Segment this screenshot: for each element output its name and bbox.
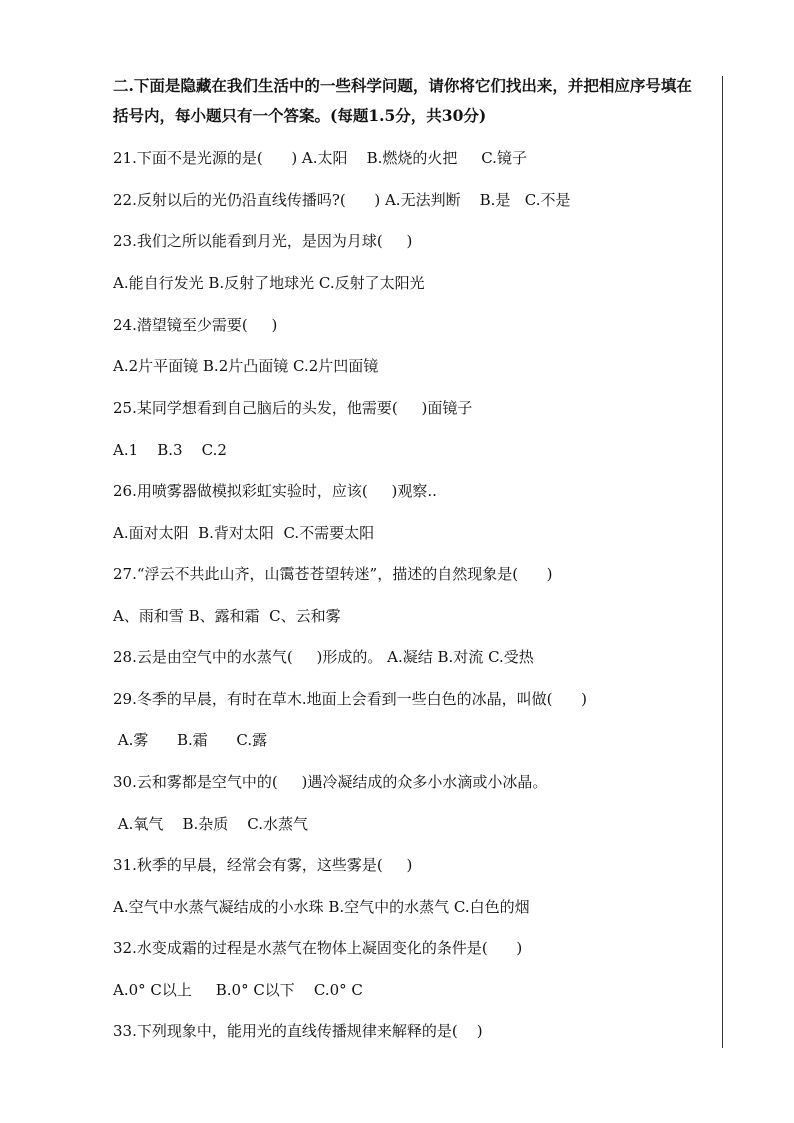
margin-rule bbox=[722, 76, 723, 1048]
question-33: 33.下列现象中，能用光的直线传播规律来解释的是( ) bbox=[113, 1022, 483, 1040]
question-23: 23.我们之所以能看到月光，是因为月球( ) bbox=[113, 232, 413, 250]
options-31: A.空气中水蒸气凝结成的小水珠 B.空气中的水蒸气 C.白色的烟 bbox=[113, 898, 530, 916]
question-29: 29.冬季的早晨，有时在草木.地面上会看到一些白色的冰晶，叫做( ) bbox=[113, 690, 587, 708]
question-31: 31.秋季的早晨，经常会有雾，这些雾是( ) bbox=[113, 856, 413, 874]
question-32: 32.水变成霜的过程是水蒸气在物体上凝固变化的条件是( ) bbox=[113, 939, 523, 957]
options-32: A.0° C以上 B.0° C以下 C.0° C bbox=[113, 981, 363, 999]
options-30: A.氧气 B.杂质 C.水蒸气 bbox=[113, 815, 309, 833]
section-heading-line1: 二.下面是隐藏在我们生活中的一些科学问题，请你将它们找出来，并把相应序号填在 bbox=[113, 76, 692, 95]
question-28: 28.云是由空气中的水蒸气( )形成的。 A.凝结 B.对流 C.受热 bbox=[113, 648, 534, 666]
question-26: 26.用喷雾器做模拟彩虹实验时，应该( )观察.. bbox=[113, 482, 437, 500]
question-22: 22.反射以后的光仍沿直线传播吗?( ) A.无法判断 B.是 C.不是 bbox=[113, 191, 571, 209]
options-26: A.面对太阳 B.背对太阳 C.不需要太阳 bbox=[113, 524, 375, 542]
question-24: 24.潜望镜至少需要( ) bbox=[113, 316, 278, 334]
question-27: 27.“浮云不共此山齐，山霭苍苍望转迷”，描述的自然现象是( ) bbox=[113, 565, 553, 583]
options-27: A、雨和雪 B、露和霜 C、云和雾 bbox=[113, 607, 341, 625]
options-23: A.能自行发光 B.反射了地球光 C.反射了太阳光 bbox=[113, 274, 425, 292]
question-30: 30.云和雾都是空气中的( )遇冷凝结成的众多小水滴或小冰晶。 bbox=[113, 773, 548, 791]
question-25: 25.某同学想看到自己脑后的头发，他需要( )面镜子 bbox=[113, 399, 473, 417]
options-25: A.1 B.3 C.2 bbox=[113, 441, 227, 459]
options-29: A.雾 B.霜 C.露 bbox=[113, 731, 268, 749]
section-heading-line2: 括号内，每小题只有一个答案。(每题1.5分，共30分) bbox=[113, 106, 487, 125]
question-21: 21.下面不是光源的是( ) A.太阳 B.燃烧的火把 C.镜子 bbox=[113, 149, 527, 167]
options-24: A.2片平面镜 B.2片凸面镜 C.2片凹面镜 bbox=[113, 357, 379, 375]
